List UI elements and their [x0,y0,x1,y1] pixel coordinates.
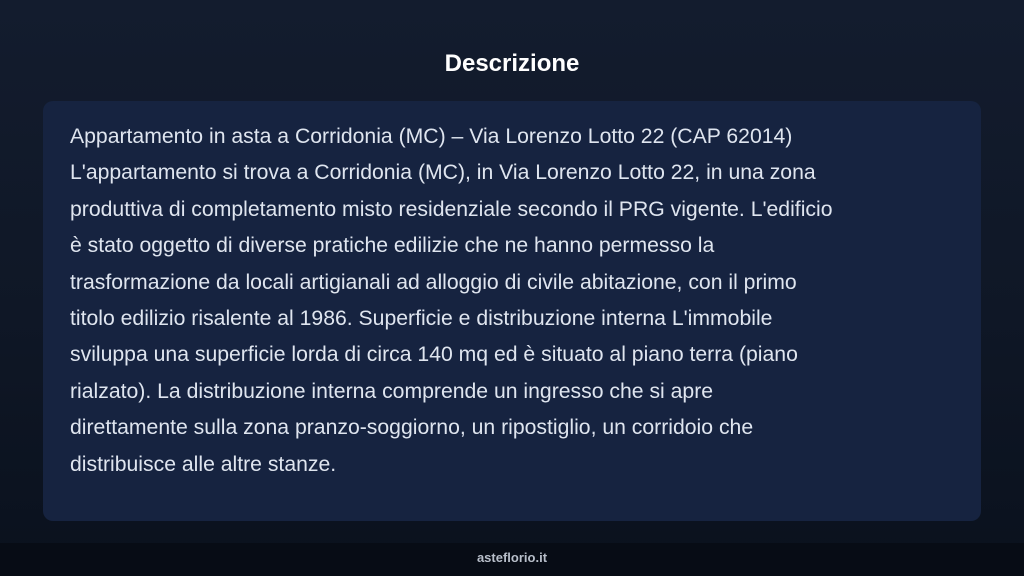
description-card [43,101,981,521]
footer-site-name: asteflorio.it [476,550,548,565]
page-title: Descrizione [444,50,580,77]
footer-bar [0,543,1024,576]
description-text: Appartamento in asta a Corridonia (MC) – Via Lorenzo Lotto 22 (CAP 62014) L'appartamento si trova a Corridonia (MC), in Via Lorenzo Lotto 22, in una zona produttiva di completamento misto residenziale secondo il PRG vigente. L'edificio è stato oggetto di diverse pratiche edilizie che ne hanno permesso la trasformazione da locali artigianali ad alloggio di civile abitazione, con il primo titolo edilizio risalente al 1986. Superficie e distribuzione interna L'immobile sviluppa una superficie lorda di circa 140 mq ed è situato al piano terra (piano rialzato). La distribuzione interna comprende un ingresso che si apre direttamente sulla zona pranzo-soggiorno, un ripostiglio, un corridoio che distribuisce alle altre stanze. [70,125,833,476]
